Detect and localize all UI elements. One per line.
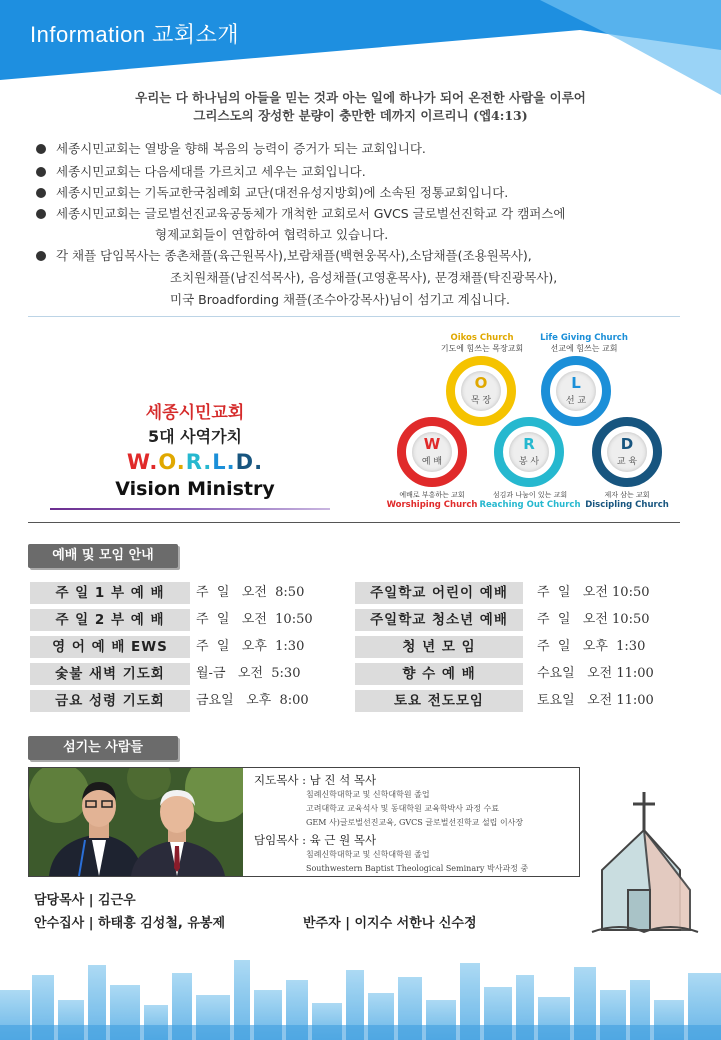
schedule-time: 주 일 오전 10:50	[537, 585, 650, 600]
world-acronym: W.O.R.L.D.	[126, 450, 264, 474]
worship-letter: W	[423, 435, 441, 453]
reaching-out-label: 섬김과 나눔이 있는 교회 Reaching Out Church	[479, 491, 581, 510]
schedule-name: 주일학교 어린이 예배	[355, 582, 523, 604]
schedule-name: 토요 전도모임	[355, 690, 523, 712]
schedule-name: 금요 성령 기도회	[30, 690, 190, 712]
intro-item-continued: 미국 Broadfording 채플(조수아강목사)님이 섬기고 계십니다.	[170, 292, 510, 307]
senior-pastor-detail: 고려대학교 교육석사 및 동대학원 교육학박사 과정 수료	[306, 804, 499, 813]
intro-item-continued: 조치원채플(남진석목사), 음성채플(고영훈목사), 문경채플(탁진광목사),	[170, 270, 558, 285]
leaders-photo	[29, 768, 243, 876]
discipling-label: 제자 삼는 교회 Discipling Church	[585, 491, 669, 510]
ordained-deacons: 안수집사 | 하태흥 김성철, 유봉제	[34, 916, 226, 931]
lead-pastor-detail: 침례신학대학교 및 신학대학원 졸업	[306, 850, 430, 859]
lead-pastor-title: 담임목사 : 육 근 원 목사	[254, 833, 377, 847]
intro-item: 세종시민교회는 기독교한국침례회 교단(대전유성지방회)에 소속된 정통교회입니다.	[36, 183, 508, 201]
leaders-badge: 섬기는 사람들	[28, 736, 178, 760]
schedule-time: 주 일 오전 8:50	[196, 585, 305, 600]
schedule-name: 영 어 예 배 EWS	[30, 636, 190, 658]
bullet-icon	[36, 209, 46, 219]
divider	[28, 316, 680, 317]
worship-label: 예배로 부흥하는 교회 Worshiping Church	[386, 491, 478, 510]
schedule-name: 숯불 새벽 기도회	[30, 663, 190, 685]
bullet-icon	[36, 144, 46, 154]
schedule-time: 주 일 오전 10:50	[196, 612, 313, 627]
schedule-time: 주 일 오후 1:30	[537, 639, 646, 654]
header-banner	[0, 0, 721, 100]
intro-item: 세종시민교회는 열방을 향해 복음의 능력이 증거가 되는 교회입니다.	[36, 139, 426, 157]
intro-item: 세종시민교회는 다음세대를 가르치고 세우는 교회입니다.	[36, 162, 366, 180]
life-giving-label: Life Giving Church 선교에 힘쓰는 교회	[540, 333, 628, 353]
church-name: 세종시민교회	[145, 403, 245, 423]
bullet-icon	[36, 251, 46, 261]
verse-line-2: 그리스도의 장성한 분량이 충만한 데까지 이르리니 (엡4:13)	[193, 108, 528, 123]
vision-ministry: Vision Ministry	[115, 478, 275, 500]
senior-pastor-detail: 침례신학대학교 및 신학대학원 졸업	[306, 790, 430, 799]
schedule-name: 향 수 예 배	[355, 663, 523, 685]
church-icon	[590, 790, 700, 940]
schedule-name: 주 일 1 부 예 배	[30, 582, 190, 604]
schedule-name: 청 년 모 임	[355, 636, 523, 658]
oikos-name: 목 장	[470, 396, 492, 406]
schedule-time: 토요일 오전 11:00	[537, 693, 654, 708]
schedule-name: 주 일 2 부 예 배	[30, 609, 190, 631]
reaching-out-name: 봉 사	[518, 457, 540, 467]
schedule-time: 수요일 오전 11:00	[537, 666, 654, 681]
discipling-letter: D	[620, 435, 634, 453]
senior-pastor-title: 지도목사 : 남 진 석 목사	[254, 773, 377, 787]
intro-item-continued: 형제교회들이 연합하여 협력하고 있습니다.	[155, 227, 389, 242]
lead-pastor-detail: Southwestern Baptist Theological Seminary 박사과정 중	[306, 864, 529, 873]
bullet-icon	[36, 167, 46, 177]
schedule-time: 주 일 오전 10:50	[537, 612, 650, 627]
schedule-badge: 예배 및 모임 안내	[28, 544, 178, 568]
associate-pastor: 담당목사 | 김근우	[34, 893, 136, 908]
verse-line-1: 우리는 다 하나님의 아들을 믿는 것과 아는 일에 하나가 되어 온전한 사람을 이루어	[135, 90, 586, 105]
accompanists: 반주자 | 이지수 서한나 신수정	[303, 916, 477, 931]
oikos-label: Oikos Church 기도에 힘쓰는 목장교회	[440, 333, 524, 353]
reaching-out-letter: R	[523, 435, 535, 453]
schedule-time: 주 일 오후 1:30	[196, 639, 305, 654]
life-giving-letter: L	[571, 374, 581, 392]
intro-item: 각 채플 담임목사는 종촌채플(육근원목사),보람채플(백현웅목사),소담채플(조용원목사),	[36, 246, 532, 264]
senior-pastor-detail: GEM 사)글로벌선진교육, GVCS 글로벌선진학교 설립 이사장	[306, 818, 524, 827]
page-title: Information 교회소개	[30, 22, 240, 47]
cityscape-footer	[0, 945, 721, 1040]
oikos-letter: O	[474, 374, 488, 392]
intro-item: 세종시민교회는 글로벌선진교육공동체가 개척한 교회로서 GVCS 글로벌선진학교 각 캠퍼스에	[36, 204, 566, 222]
discipling-name: 교 육	[616, 457, 638, 467]
schedule-time: 월-금 오전 5:30	[196, 666, 301, 681]
schedule-name: 주일학교 청소년 예배	[355, 609, 523, 631]
vision-underline	[50, 508, 330, 510]
divider	[28, 522, 680, 523]
life-giving-name: 선 교	[565, 396, 587, 406]
bullet-icon	[36, 188, 46, 198]
schedule-time: 금요일 오후 8:00	[196, 693, 309, 708]
worship-name: 예 배	[421, 457, 443, 467]
ministry-subtitle: 5대 사역가치	[148, 427, 242, 446]
